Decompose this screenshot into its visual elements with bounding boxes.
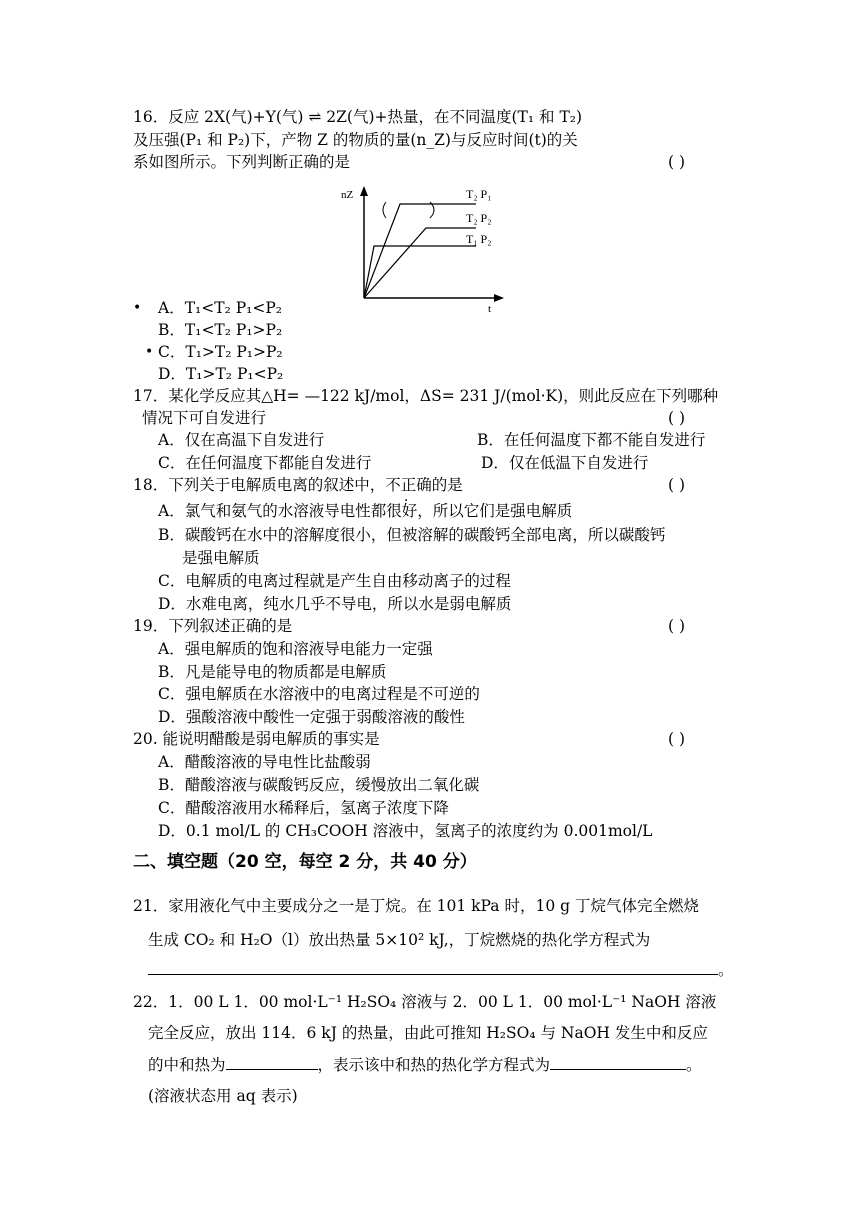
q18-stem-end: 的是 xyxy=(431,476,463,494)
q18-option-b-line2: 是强电解质 xyxy=(182,549,260,567)
q17-answer-paren: ( ) xyxy=(668,409,686,427)
q20-option-d: D．0.1 mol/L 的 CH₃COOH 溶液中，氢离子的浓度约为 0.001mol/L xyxy=(158,822,653,840)
q16-option-d: D．T₁>T₂ P₁<P₂ xyxy=(158,365,284,383)
graph-curve1-label: T₂ P₁ xyxy=(466,187,492,201)
graph-curve3-label: T₁ P₂ xyxy=(466,232,492,246)
q20-option-b: B．醋酸溶液与碳酸钙反应，缓慢放出二氧化碳 xyxy=(158,776,480,794)
q16-line1: 16．反应 2X(气)+Y(气) ⇌ 2Z(气)+热量，在不同温度(T₁ 和 T₂) xyxy=(133,108,583,126)
q21-answer-blank[interactable] xyxy=(148,958,718,975)
q16-line2: 及压强(P₁ 和 P₂)下，产物 Z 的物质的量(n_Z)与反应时间(t)的关 xyxy=(133,131,578,149)
q19-answer-paren: ( ) xyxy=(668,617,686,635)
q18-line1 xyxy=(133,474,463,496)
q19-option-d: D．强酸溶液中酸性一定强于弱酸溶液的酸性 xyxy=(158,708,465,726)
q22-line4: (溶液状态用 aq 表示) xyxy=(148,1087,298,1105)
graph-x-label: t xyxy=(488,303,492,315)
graph-curve2-label: T₂ P₂ xyxy=(466,211,492,225)
q19-option-c: C．强电解质在水溶液中的电离过程是不可逆的 xyxy=(158,685,480,703)
q22-line1: 22．1．00 L 1．00 mol·L⁻¹ H₂SO₄ 溶液与 2．00 L 1．00 mol·L⁻¹ NaOH 溶液 xyxy=(133,993,717,1011)
q19-line1: 19．下列叙述正确的是 xyxy=(133,617,293,635)
q17-option-d: D．仅在低温下自发进行 xyxy=(481,454,649,472)
q22-line3-start: 的中和热为 xyxy=(148,1056,226,1074)
q18-option-b-line1: B．碳酸钙在水中的溶解度很小，但被溶解的碳酸钙全部电离，所以碳酸钙 xyxy=(158,526,666,544)
q17-option-a: A．仅在高温下自发进行 xyxy=(158,431,325,449)
q19-option-b: B．凡是能导电的物质都是电解质 xyxy=(158,663,387,681)
q21-line3-end: 。 xyxy=(718,961,734,979)
section-heading: 二、填空题（20 空，每空 2 分，共 40 分） xyxy=(133,852,477,872)
q21-line1: 21．家用液化气中主要成分之一是丁烷。在 101 kPa 时，10 g 丁烷气体完全燃烧 xyxy=(133,897,699,915)
q16-option-a: A．T₁<T₂ P₁<P₂ xyxy=(158,299,282,317)
q18-option-d: D．水难电离，纯水几乎不导电，所以水是弱电解质 xyxy=(158,595,512,613)
q21-line2: 生成 CO₂ 和 H₂O（l）放出热量 5×10² kJ,，丁烷燃烧的热化学方程式为 xyxy=(148,931,651,949)
graph-y-label: nZ xyxy=(341,189,354,201)
q22-line3-end: 。 xyxy=(686,1056,702,1074)
bullet-marker: • xyxy=(133,300,142,316)
q17-option-b: B．在任何温度下都不能自发进行 xyxy=(477,431,706,449)
q20-answer-paren: ( ) xyxy=(668,730,686,748)
q16-line3: 系如图所示。下列判断正确的是 xyxy=(133,153,351,171)
bullet-marker: • xyxy=(145,344,154,360)
q20-option-a: A．醋酸溶液的导电性比盐酸弱 xyxy=(158,753,371,771)
q22-line3-mid: ，表示该中和热的热化学方程式为 xyxy=(317,1056,551,1074)
q22-equation-blank[interactable] xyxy=(550,1053,686,1070)
q17-line1: 17．某化学反应其△H= —122 kJ/mol，ΔS= 231 J/(mol·K)，则此反应在下列哪种 xyxy=(133,387,719,405)
q16-option-c: C．T₁>T₂ P₁>P₂ xyxy=(158,343,283,361)
q20-line1: 20. 能说明醋酸是弱电解质的事实是 xyxy=(133,730,380,748)
q20-option-c: C．醋酸溶液用水稀释后，氢离子浓度下降 xyxy=(158,799,449,817)
q17-option-c: C．在任何温度下都能自发进行 xyxy=(158,454,372,472)
q16-option-b: B．T₁<T₂ P₁>P₂ xyxy=(158,321,283,339)
q18-stem-start: 18．下列关于电解质电离的叙述中， xyxy=(133,476,386,494)
q21-line3 xyxy=(148,958,734,981)
q22-line2: 完全反应，放出 114．6 kJ 的热量，由此可推知 H₂SO₄ 与 NaOH 发生中和反应 xyxy=(148,1024,708,1042)
q18-option-c: C．电解质的电离过程就是产生自由移动离子的过程 xyxy=(158,572,511,590)
q16-graph xyxy=(338,180,518,316)
q22-heat-blank[interactable] xyxy=(226,1053,318,1070)
q18-option-a: A．氯气和氨气的水溶液导电性都很好，所以它们是强电解质 xyxy=(158,502,573,520)
q17-line2: 情况下可自发进行 xyxy=(142,409,267,427)
q18-emphasis: 不正确 xyxy=(385,476,432,494)
q18-answer-paren: ( ) xyxy=(668,476,686,494)
q16-answer-paren: ( ) xyxy=(668,153,686,171)
q22-line3 xyxy=(148,1053,702,1076)
q19-option-a: A．强电解质的饱和溶液导电能力一定强 xyxy=(158,640,433,658)
